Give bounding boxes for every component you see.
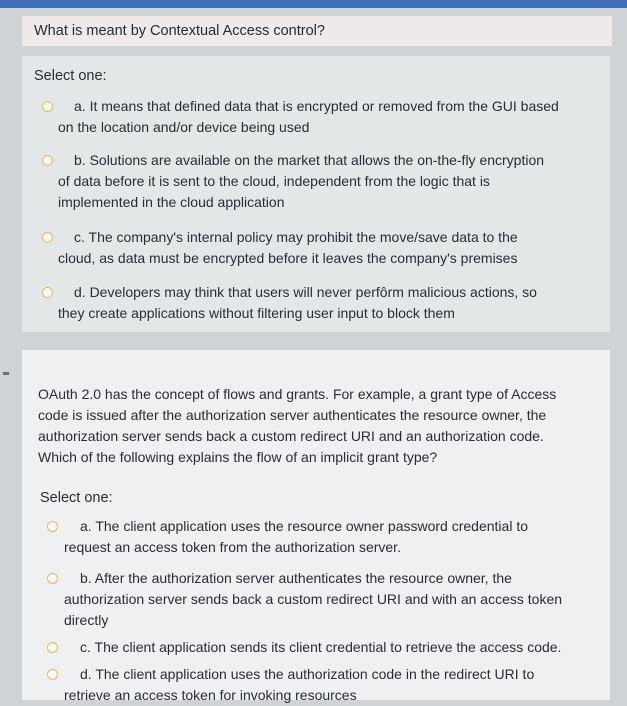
question-line: OAuth 2.0 has the concept of flows and grants. For example, a grant type of Access [38, 386, 557, 402]
option-text: they create applications without filtering user input to block them [58, 305, 455, 321]
option-text: d. The client application uses the authorization code in the redirect URI to [80, 666, 535, 682]
option-text: on the location and/or device being used [58, 119, 310, 135]
option-text: authorization server sends back a custom redirect URI and with an access token [64, 591, 563, 607]
question-1-select-label: Select one: [34, 68, 107, 84]
question-number-marker [3, 372, 9, 375]
option-text: implemented in the cloud application [58, 194, 285, 210]
option-text: cloud, as data must be encrypted before it leaves the company's premises [58, 250, 518, 266]
question-line: Which of the following explains the flow of an implicit grant type? [38, 449, 438, 465]
question-1-header [22, 16, 612, 47]
option-text: d. Developers may think that users will never perfôrm malicious actions, so [74, 284, 537, 300]
radio-button[interactable] [47, 573, 58, 584]
option-text: c. The client application sends its client credential to retrieve the access code. [80, 639, 562, 655]
radio-button[interactable] [42, 155, 53, 166]
radio-button[interactable] [42, 232, 53, 243]
top-accent-bar [0, 0, 627, 8]
option-text: b. After the authorization server authenticates the resource owner, the [80, 570, 512, 586]
question-2-select-label: Select one: [40, 490, 113, 506]
question-1-title: What is meant by Contextual Access control? [34, 23, 325, 39]
question-line: authorization server sends back a custom redirect URI and an authorization code. [38, 428, 544, 444]
radio-button[interactable] [47, 642, 58, 653]
option-text: directly [64, 612, 109, 628]
option-text: of data before it is sent to the cloud, independent from the logic that is [58, 173, 490, 189]
radio-button[interactable] [47, 521, 58, 532]
option-text: a. The client application uses the resource owner password credential to [80, 518, 528, 534]
option-text: a. It means that defined data that is encrypted or removed from the GUI based [74, 98, 559, 114]
question-1-answer-panel [22, 56, 610, 332]
radio-button[interactable] [42, 101, 53, 112]
option-text: b. Solutions are available on the market that allows the on-the-fly encryption [74, 152, 545, 168]
option-text: retrieve an access token for invoking resources [64, 687, 357, 703]
question-2-panel [22, 350, 610, 703]
radio-button[interactable] [42, 287, 53, 298]
question-line: code is issued after the authorization server authenticates the resource owner, the [38, 407, 547, 423]
option-text: c. The company's internal policy may prohibit the move/save data to the [74, 229, 518, 245]
option-text: request an access token from the authorization server. [64, 539, 401, 555]
radio-button[interactable] [47, 669, 58, 680]
